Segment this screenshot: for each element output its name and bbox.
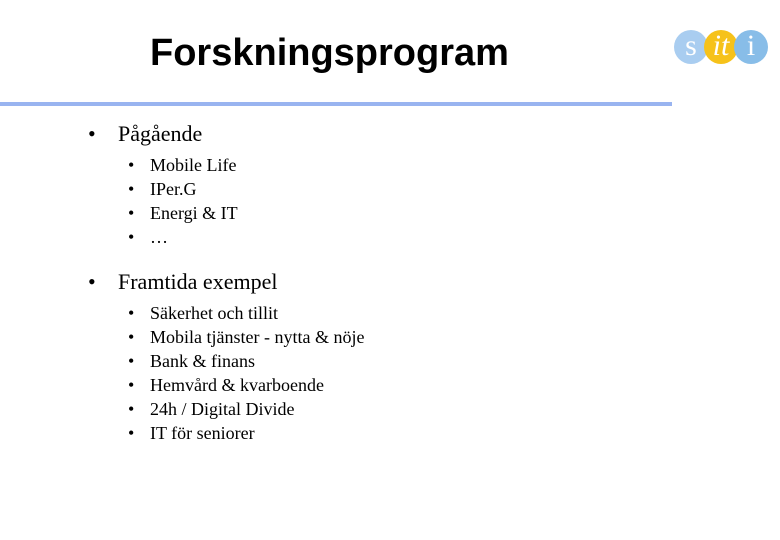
list-item-text: IPer.G: [150, 179, 197, 199]
list-item: [88, 201, 238, 225]
section-pagaende: [88, 120, 238, 249]
bullet-icon: •: [128, 375, 135, 395]
bullet-icon: •: [128, 303, 135, 323]
list-item-text: Hemvård & kvarboende: [150, 375, 324, 395]
bullet-icon: •: [128, 155, 135, 175]
list-item: [88, 397, 364, 421]
logo-letter-i: i: [734, 30, 768, 64]
bullet-icon: •: [88, 121, 96, 146]
bullet-icon: •: [128, 227, 135, 247]
list-item: [88, 153, 238, 177]
list-item: [88, 225, 238, 249]
list-item-text: …: [150, 227, 168, 247]
logo-letter-it: it: [704, 30, 738, 64]
slide-title: Forskningsprogram: [150, 32, 509, 74]
list-item-text: 24h / Digital Divide: [150, 399, 295, 419]
bullet-icon: •: [128, 423, 135, 443]
list-item-text: Mobila tjänster - nytta & nöje: [150, 327, 365, 347]
section-heading-text: Pågående: [118, 121, 203, 146]
bullet-icon: •: [128, 327, 135, 347]
list-item: [88, 373, 364, 397]
list-item-text: IT för seniorer: [150, 423, 255, 443]
list-item: [88, 421, 364, 445]
list-item-text: Energi & IT: [150, 203, 238, 223]
list-item: [88, 177, 238, 201]
sub-list: [88, 153, 238, 249]
list-item-text: Bank & finans: [150, 351, 255, 371]
bullet-icon: •: [128, 351, 135, 371]
section-heading: [88, 268, 364, 296]
list-item: [88, 325, 364, 349]
bullet-icon: •: [88, 269, 96, 294]
bullet-icon: •: [128, 203, 135, 223]
list-item-text: Mobile Life: [150, 155, 237, 175]
section-framtida-exempel: [88, 268, 364, 445]
sub-list: [88, 301, 364, 445]
bullet-icon: •: [128, 399, 135, 419]
list-item: [88, 301, 364, 325]
logo-letter-s: s: [674, 30, 708, 64]
section-heading: [88, 120, 238, 148]
bullet-icon: •: [128, 179, 135, 199]
list-item-text: Säkerhet och tillit: [150, 303, 278, 323]
list-item: [88, 349, 364, 373]
section-heading-text: Framtida exempel: [118, 269, 278, 294]
